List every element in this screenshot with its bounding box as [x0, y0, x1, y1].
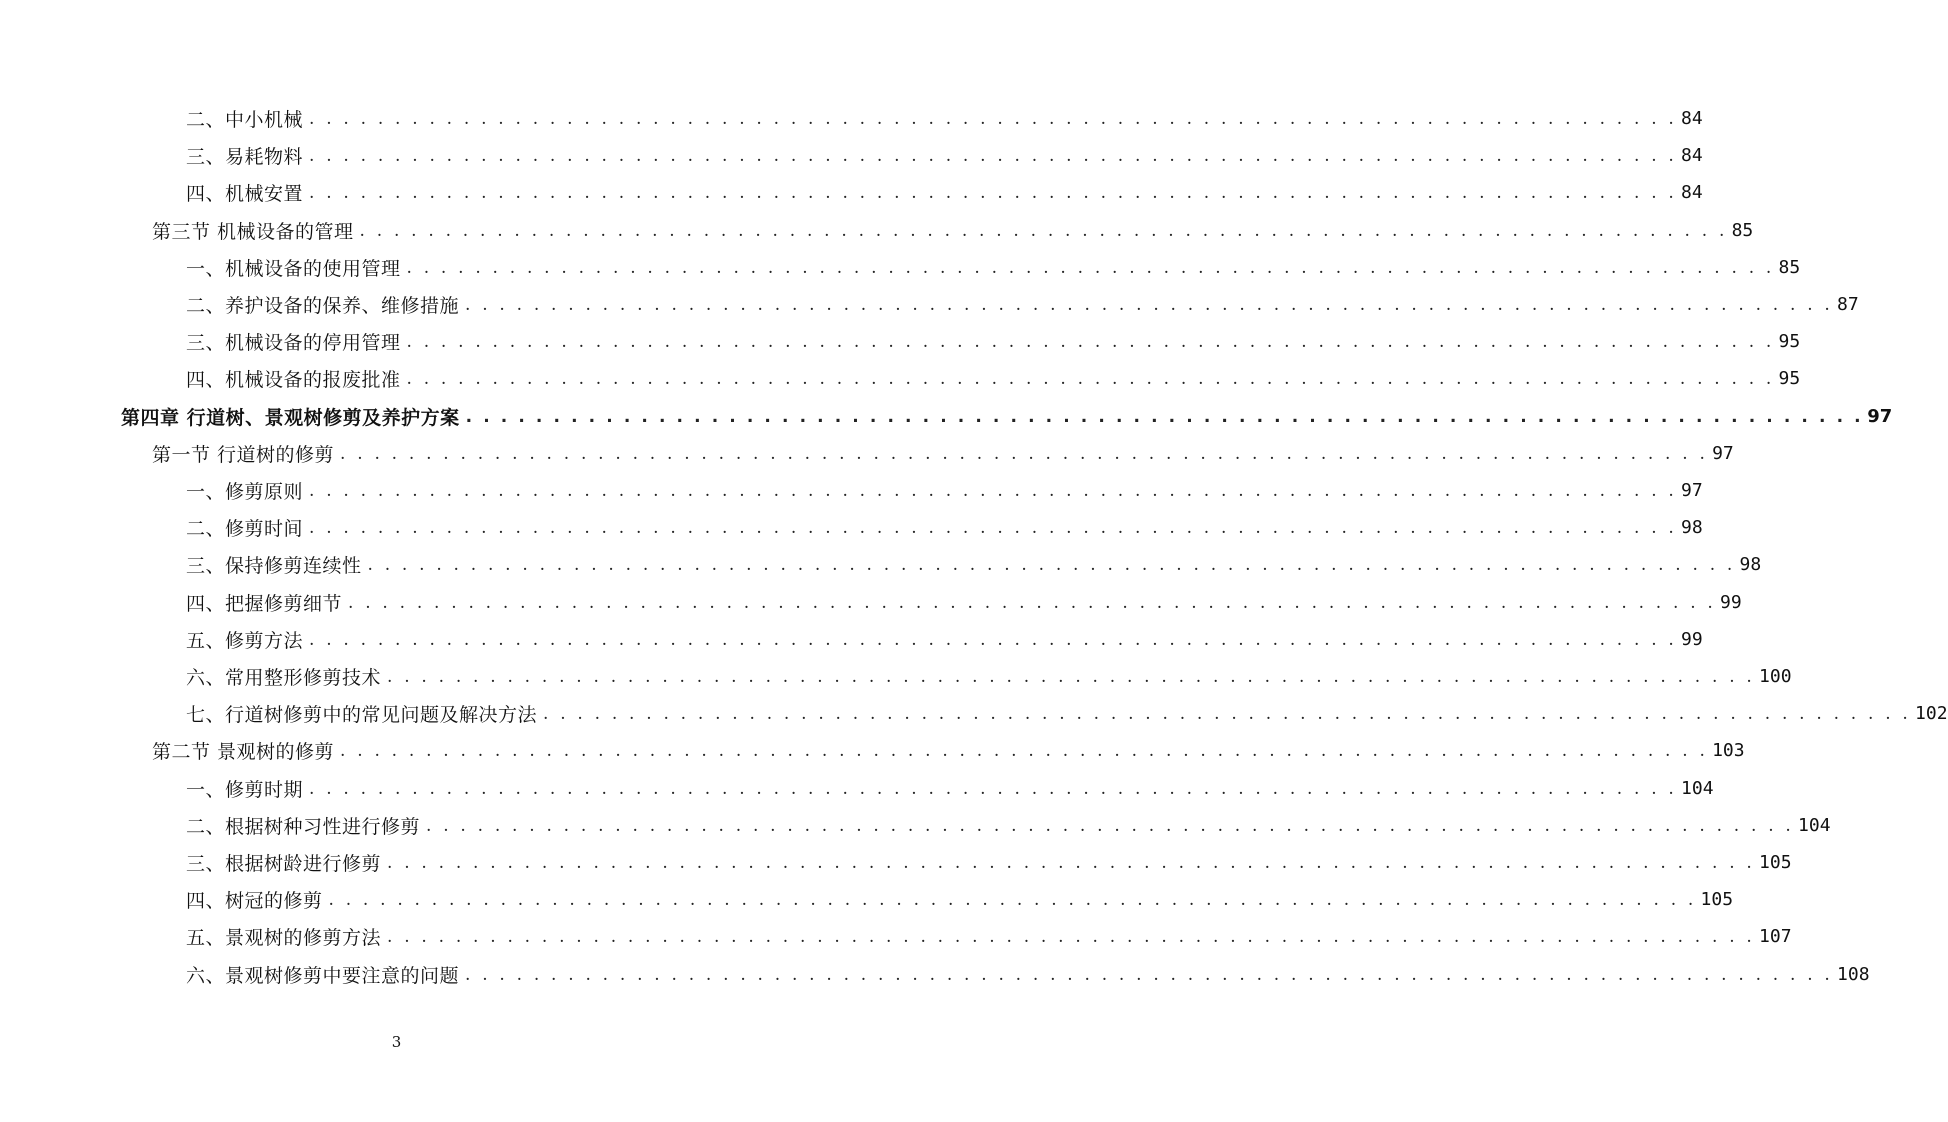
- toc-entry-item[interactable]: [186, 286, 1859, 323]
- dot-leader: . . . . . . . . . . . . . . . . . . . . . . . . . . . . . . . . . . . . . . . . . . . . . . . . . . . . . . . . . . . . . . . . . . . . . . . . . . . . . . . .: [309, 183, 1678, 204]
- dot-leader: . . . . . . . . . . . . . . . . . . . . . . . . . . . . . . . . . . . . . . . . . . . . . . . . . . . . . . . . . . . . . . . . . . . . . . . . . . . . . . . .: [406, 257, 1775, 278]
- toc-entry-title: 第二节 景观树的修剪: [152, 741, 335, 764]
- toc-entry-title: 六、景观树修剪中要注意的问题: [186, 964, 460, 987]
- toc-entry-page: 85: [1731, 219, 1754, 241]
- toc-entry-item[interactable]: [186, 249, 1801, 286]
- toc-entry-item[interactable]: [186, 546, 1762, 583]
- toc-entry-section[interactable]: [152, 212, 1754, 249]
- toc-entry-page: 105: [1759, 852, 1792, 873]
- toc-entry-item[interactable]: [186, 844, 1792, 881]
- toc-entry-page: 97: [1681, 480, 1703, 501]
- toc-entry-title: 第四章 行道树、景观树修剪及养护方案: [121, 406, 460, 429]
- toc-entry-item[interactable]: [186, 323, 1801, 360]
- toc-entry-title: 三、易耗物料: [186, 146, 304, 169]
- toc-entry-page: 108: [1837, 963, 1870, 985]
- toc-entry-item[interactable]: [186, 807, 1831, 844]
- dot-leader: . . . . . . . . . . . . . . . . . . . . . . . . . . . . . . . . . . . . . . . . . . . . . . . . . . . . . . . . . . . . . . . . . . . . . . . . . . . . . . . .: [309, 518, 1678, 539]
- toc-entry-item[interactable]: [186, 621, 1703, 658]
- toc-entry-title: 四、树冠的修剪: [186, 890, 323, 913]
- dot-leader: . . . . . . . . . . . . . . . . . . . . . . . . . . . . . . . . . . . . . . . . . . . . . . . . . . . . . . . . . . . . . . . . . . . . . . . . . . . . . . . .: [543, 704, 1912, 725]
- dot-leader: . . . . . . . . . . . . . . . . . . . . . . . . . . . . . . . . . . . . . . . . . . . . . . . . . . . . . . . . . . . . . . . . . . . . . . . . . . . . . . . .: [406, 369, 1775, 390]
- dot-leader: . . . . . . . . . . . . . . . . . . . . . . . . . . . . . . . . . . . . . . . . . . . . . . . . . . . . . . . . . . . . . . . . . . . . . . . . . . . . . . . .: [309, 109, 1678, 129]
- toc-entry-page: 100: [1759, 666, 1792, 687]
- toc-entry-item[interactable]: [186, 360, 1801, 397]
- toc-entry-item[interactable]: [186, 881, 1734, 918]
- toc-entry-title: 二、修剪时间: [186, 518, 304, 541]
- dot-leader: . . . . . . . . . . . . . . . . . . . . . . . . . . . . . . . . . . . . . . . . . . . . . . . . . . . . . . . . . . . . . . . . . . . . . . . . . . . . . . . .: [309, 481, 1678, 501]
- toc-entry-chapter[interactable]: [121, 398, 1893, 435]
- dot-leader: . . . . . . . . . . . . . . . . . . . . . . . . . . . . . . . . . . . . . . . . . . . . . . . . . . . . . . . . . . . . . . . . . . . . . . . . . . . . . . . .: [328, 890, 1697, 911]
- toc-entry-title: 三、机械设备的停用管理: [186, 332, 401, 355]
- toc-entry-title: 三、根据树龄进行修剪: [186, 853, 382, 875]
- toc-entry-item[interactable]: [186, 770, 1714, 807]
- toc-entry-page: 103: [1712, 740, 1745, 762]
- dot-leader: . . . . . . . . . . . . . . . . . . . . . . . . . . . . . . . . . . . . . . . . . . . . . . . . . . . . . . . . . . . . . . . . . . . . . . . . . . . . . . . .: [340, 443, 1709, 464]
- toc-entry-page: 104: [1681, 777, 1714, 799]
- dot-leader: . . . . . . . . . . . . . . . . . . . . . . . . . . . . . . . . . . . . . . . . . . . . . . . . . . . . . . . . . . . . . . . . . . . . . . . . . . . . . . . .: [340, 741, 1709, 762]
- toc-entry-page: 95: [1778, 331, 1801, 353]
- toc-entry-page: 84: [1681, 108, 1703, 129]
- dot-leader: . . . . . . . . . . . . . . . . . . . . . . . . . . . . . . . . . . . . . . . . . . . . . . . . . . . . . . . . . . . . . . . . . . . . . . . . . . . . . . . .: [309, 629, 1678, 650]
- toc-entry-title: 四、机械安置: [186, 183, 304, 206]
- toc-entry-title: 第一节 行道树的修剪: [152, 443, 335, 466]
- dot-leader: . . . . . . . . . . . . . . . . . . . . . . . . . . . . . . . . . . . . . . . . . . . . . . . . . . . . . . . . . . . . . . . . . . . . . . . . . . . . . . . .: [387, 667, 1756, 687]
- toc-entry-page: 85: [1778, 256, 1801, 278]
- toc-entry-section[interactable]: [152, 435, 1734, 472]
- toc-entry-page: 104: [1798, 814, 1831, 836]
- toc-entry-title: 五、景观树的修剪方法: [186, 927, 382, 950]
- dot-leader: . . . . . . . . . . . . . . . . . . . . . . . . . . . . . . . . . . . . . . . . . . . . . . . . . . . . . . . . . . . . . . . . . . . . . . . . . . . . . . . .: [348, 592, 1717, 613]
- toc-entry-item[interactable]: [186, 472, 1703, 509]
- toc-entry-title: 二、养护设备的保养、维修措施: [186, 295, 460, 317]
- toc-entry-item[interactable]: [186, 509, 1703, 546]
- toc-entry-title: 三、保持修剪连续性: [186, 555, 362, 578]
- toc-entry-title: 一、修剪原则: [186, 481, 304, 503]
- toc-entry-page: 98: [1681, 517, 1703, 539]
- dot-leader: . . . . . . . . . . . . . . . . . . . . . . . . . . . . . . . . . . . . . . . . . . . . . . . . . . . . . . . . . . . . . . . . . . . . . . . . . . . . . . . .: [309, 778, 1678, 799]
- toc-entry-page: 84: [1681, 145, 1703, 167]
- toc-entry-item[interactable]: [186, 137, 1703, 174]
- dot-leader: . . . . . . . . . . . . . . . . . . . . . . . . . . . . . . . . . . . . . . . . . . . . . . . . . . . . . . . . . . . . . . . . . . . . . . . . . . . . . . . .: [465, 406, 1864, 427]
- page-number: 3: [391, 1033, 402, 1051]
- toc-entry-title: 二、根据树种习性进行修剪: [186, 815, 421, 838]
- dot-leader: . . . . . . . . . . . . . . . . . . . . . . . . . . . . . . . . . . . . . . . . . . . . . . . . . . . . . . . . . . . . . . . . . . . . . . . . . . . . . . . .: [465, 964, 1834, 985]
- dot-leader: . . . . . . . . . . . . . . . . . . . . . . . . . . . . . . . . . . . . . . . . . . . . . . . . . . . . . . . . . . . . . . . . . . . . . . . . . . . . . . . .: [387, 853, 1756, 873]
- toc-entry-title: 一、修剪时期: [186, 778, 304, 801]
- toc-entry-title: 六、常用整形修剪技术: [186, 667, 382, 689]
- toc-entry-page: 87: [1837, 294, 1859, 315]
- toc-entry-page: 97: [1712, 442, 1734, 464]
- toc-entry-page: 95: [1778, 368, 1801, 390]
- toc-entry-title: 四、把握修剪细节: [186, 592, 343, 615]
- dot-leader: . . . . . . . . . . . . . . . . . . . . . . . . . . . . . . . . . . . . . . . . . . . . . . . . . . . . . . . . . . . . . . . . . . . . . . . . . . . . . . . .: [387, 927, 1756, 948]
- toc-entry-title: 五、修剪方法: [186, 629, 304, 652]
- toc-entry-section[interactable]: [152, 732, 1745, 769]
- toc-entry-page: 99: [1720, 591, 1742, 613]
- toc-entry-item[interactable]: [186, 658, 1792, 695]
- dot-leader: . . . . . . . . . . . . . . . . . . . . . . . . . . . . . . . . . . . . . . . . . . . . . . . . . . . . . . . . . . . . . . . . . . . . . . . . . . . . . . . .: [309, 146, 1678, 167]
- toc-entry-page: 98: [1739, 554, 1762, 576]
- toc-entry-page: 84: [1681, 182, 1703, 204]
- dot-leader: . . . . . . . . . . . . . . . . . . . . . . . . . . . . . . . . . . . . . . . . . . . . . . . . . . . . . . . . . . . . . . . . . . . . . . . . . . . . . . . .: [406, 332, 1775, 353]
- dot-leader: . . . . . . . . . . . . . . . . . . . . . . . . . . . . . . . . . . . . . . . . . . . . . . . . . . . . . . . . . . . . . . . . . . . . . . . . . . . . . . . .: [465, 295, 1834, 315]
- toc-entry-title: 二、中小机械: [186, 109, 304, 131]
- toc-entry-item[interactable]: [186, 695, 1948, 732]
- toc-entry-page: 97: [1867, 405, 1893, 427]
- toc-entry-page: 102: [1915, 703, 1948, 725]
- toc-entry-item[interactable]: [186, 100, 1703, 137]
- dot-leader: . . . . . . . . . . . . . . . . . . . . . . . . . . . . . . . . . . . . . . . . . . . . . . . . . . . . . . . . . . . . . . . . . . . . . . . . . . . . . . . .: [359, 220, 1728, 241]
- dot-leader: . . . . . . . . . . . . . . . . . . . . . . . . . . . . . . . . . . . . . . . . . . . . . . . . . . . . . . . . . . . . . . . . . . . . . . . . . . . . . . . .: [426, 815, 1795, 836]
- toc-entry-title: 第三节 机械设备的管理: [152, 220, 354, 243]
- toc-entry-item[interactable]: [186, 918, 1792, 955]
- toc-entry-title: 七、行道树修剪中的常见问题及解决方法: [186, 704, 538, 727]
- toc-entry-page: 105: [1700, 889, 1734, 911]
- toc-entry-item[interactable]: [186, 174, 1703, 211]
- toc-entry-page: 107: [1759, 926, 1792, 948]
- toc-entry-title: 一、机械设备的使用管理: [186, 257, 401, 280]
- dot-leader: . . . . . . . . . . . . . . . . . . . . . . . . . . . . . . . . . . . . . . . . . . . . . . . . . . . . . . . . . . . . . . . . . . . . . . . . . . . . . . . .: [367, 555, 1736, 576]
- toc-entry-title: 四、机械设备的报废批准: [186, 369, 401, 392]
- toc-entry-item[interactable]: [186, 584, 1742, 621]
- toc-entry-page: 99: [1681, 628, 1703, 650]
- toc-entry-item[interactable]: [186, 956, 1870, 993]
